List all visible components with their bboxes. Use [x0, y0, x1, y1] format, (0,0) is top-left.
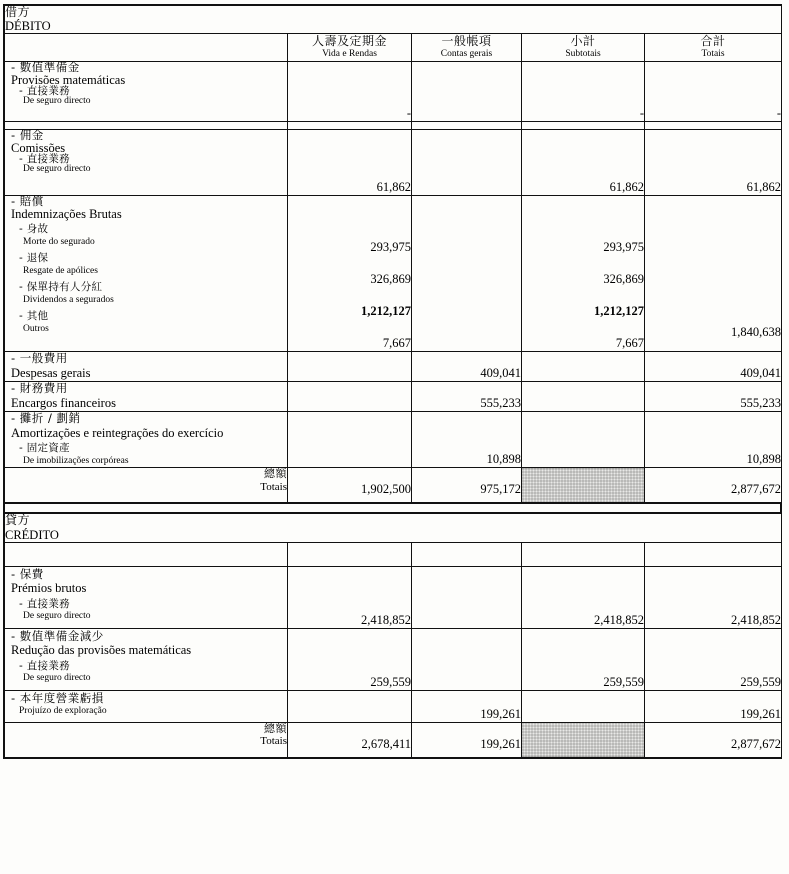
- table-row: [5, 352, 782, 382]
- row-sublabel-cjk: - 其他: [19, 310, 49, 323]
- value-general-text: 555,233: [480, 396, 521, 411]
- value-total: [645, 566, 782, 628]
- value-total-text: 555,233: [740, 396, 782, 411]
- credit-spacer-label: [5, 542, 288, 566]
- totals-general-text: 975,172: [480, 482, 521, 497]
- row-label-cjk: - 本年度營業虧損: [11, 690, 104, 705]
- header-col-general-cjk: 一般帳項: [441, 34, 492, 49]
- row-sublabel-pt: De seguro directo: [23, 611, 91, 622]
- row-sublabel-cjk: - 保單持有人分紅: [19, 281, 103, 294]
- value-general-text: 10,898: [486, 452, 521, 467]
- value-subtotal-text: 1,212,127: [594, 304, 644, 319]
- header-col-life-cjk: 人壽及定期金: [311, 34, 387, 49]
- value-subtotal-text: 2,418,852: [594, 612, 644, 627]
- credit-spacer-subtotal: [522, 542, 645, 566]
- row-label-cell: [5, 382, 288, 412]
- value-subtotal: [522, 196, 645, 352]
- totals-life-text: 2,678,411: [361, 736, 411, 751]
- row-label-pt: Provisões matemáticas: [11, 72, 126, 87]
- value-total-text: 61,862: [746, 180, 782, 195]
- totals-life: [288, 722, 412, 757]
- value-life: [288, 196, 412, 352]
- debit-heading-pt: DÉBITO: [5, 19, 51, 34]
- header-col-general: [412, 34, 522, 62]
- row-label-cjk: - 佣金: [11, 128, 44, 143]
- row-label-cell: [5, 130, 288, 196]
- table-row: [5, 690, 782, 722]
- table-row: [5, 566, 782, 628]
- row-label-cell: [5, 62, 288, 122]
- credit-table: [4, 513, 782, 757]
- value-total: [645, 196, 782, 352]
- value-subtotal-text: -: [639, 106, 644, 121]
- value-total: [645, 412, 782, 468]
- value-general: [412, 566, 522, 628]
- row-label-cjk: - 攤折 / 劃銷: [11, 411, 81, 426]
- value-total-text: 2,418,852: [731, 612, 782, 627]
- value-total-text: 10,898: [746, 452, 782, 467]
- row-sublabel-cjk: - 直接業務: [19, 597, 70, 610]
- value-total-text: 199,261: [740, 706, 782, 721]
- totals-total: [645, 722, 782, 757]
- row-label-cell: [5, 690, 288, 722]
- financial-statement-sheet: [3, 4, 782, 759]
- row-label-cjk: - 財務費用: [11, 381, 68, 396]
- row-sublabel-cjk: - 身故: [19, 223, 49, 236]
- value-life-text: 293,975: [370, 240, 411, 255]
- value-life-text: 1,212,127: [361, 304, 411, 319]
- row-sublabel-cjk: - 直接業務: [19, 85, 70, 98]
- value-general: [412, 62, 522, 122]
- value-total-text: -: [776, 106, 782, 121]
- row-label-cjk: - 一般費用: [11, 351, 68, 366]
- value-subtotal-text: 7,667: [615, 336, 644, 351]
- row-label-pt: Amortizações e reintegrações do exercício: [11, 425, 224, 440]
- row-sublabel-pt: De seguro directo: [23, 673, 91, 684]
- row-label-cell: [5, 412, 288, 468]
- header-col-total-cjk: 合計: [700, 34, 726, 49]
- row-separator: [5, 122, 782, 130]
- table-row: [5, 62, 782, 122]
- credit-spacer-general: [412, 542, 522, 566]
- totals-total-text: 2,877,672: [731, 736, 782, 751]
- value-life-text: 259,559: [370, 674, 411, 689]
- row-label-cjk: - 保費: [11, 566, 44, 581]
- debit-section-heading: [5, 6, 782, 34]
- header-col-general-pt: Contas gerais: [440, 49, 493, 60]
- value-subtotal: [522, 62, 645, 122]
- table-row: [5, 628, 782, 690]
- credit-section-heading-row: [5, 514, 782, 542]
- value-life: [288, 690, 412, 722]
- credit-spacer-life: [288, 542, 412, 566]
- value-life: [288, 382, 412, 412]
- table-row: [5, 130, 782, 196]
- value-subtotal: [522, 566, 645, 628]
- value-subtotal-text: 326,869: [603, 272, 644, 287]
- debit-table: [4, 5, 782, 503]
- value-general: [412, 382, 522, 412]
- value-life: [288, 412, 412, 468]
- row-label-pt: Redução das provisões matemáticas: [11, 643, 192, 658]
- value-general: [412, 352, 522, 382]
- value-life: [288, 566, 412, 628]
- row-label-pt: Despesas gerais: [11, 365, 91, 380]
- value-total: [645, 352, 782, 382]
- totals-life: [288, 468, 412, 503]
- value-subtotal: [522, 130, 645, 196]
- value-total: [645, 382, 782, 412]
- debit-section-heading-row: [5, 6, 782, 34]
- value-life: [288, 352, 412, 382]
- row-label-cell: [5, 196, 288, 352]
- totals-label-pt: Totais: [260, 735, 287, 748]
- value-subtotal: [522, 690, 645, 722]
- value-total: [645, 690, 782, 722]
- value-life: [288, 62, 412, 122]
- value-life-text: 61,862: [376, 180, 411, 195]
- value-subtotal-text: 61,862: [609, 180, 644, 195]
- value-total-text: 1,840,638: [731, 325, 782, 340]
- row-sublabel-pt: Dividendos a segurados: [23, 294, 114, 305]
- row-label-pt: Comissões: [11, 140, 66, 155]
- value-general: [412, 412, 522, 468]
- totals-label-cell: [5, 468, 288, 503]
- row-sublabel-pt: De seguro directo: [23, 95, 91, 106]
- totals-total-text: 2,877,672: [731, 482, 782, 497]
- value-general-text: 409,041: [480, 366, 521, 381]
- value-total-text: 409,041: [740, 366, 782, 381]
- row-label-cell: [5, 352, 288, 382]
- totals-general: [412, 722, 522, 757]
- totals-total: [645, 468, 782, 503]
- credit-section-heading: [5, 514, 782, 542]
- totals-general-text: 199,261: [480, 736, 521, 751]
- totals-label-cell: [5, 722, 288, 757]
- header-col-total: [645, 34, 782, 62]
- header-col-life-pt: Vida e Rendas: [322, 49, 377, 60]
- totals-label-cjk: 總額: [264, 721, 287, 735]
- table-row: [5, 196, 782, 352]
- value-life-text: -: [406, 106, 411, 121]
- row-sublabel-pt: De imobilizações corpóreas: [23, 455, 129, 466]
- row-sublabel-pt: Resgate de apólices: [23, 265, 98, 276]
- totals-label-cjk: 總額: [264, 467, 287, 481]
- row-label-cell: [5, 628, 288, 690]
- value-life-text: 326,869: [370, 272, 411, 287]
- row-label-cell: [5, 566, 288, 628]
- value-total: [645, 628, 782, 690]
- value-total: [645, 62, 782, 122]
- row-sublabel-cjk: - 直接業務: [19, 659, 70, 672]
- header-col-life: [288, 34, 412, 62]
- section-separator: [4, 503, 781, 513]
- table-row: [5, 382, 782, 412]
- value-total: [645, 130, 782, 196]
- table-row: [5, 412, 782, 468]
- row-label-pt: Projuízo de exploração: [19, 706, 107, 717]
- credit-spacer-total: [645, 542, 782, 566]
- row-label-cjk: - 數值準備金減少: [11, 628, 104, 643]
- credit-spacer-row: [5, 542, 782, 566]
- value-life-text: 7,667: [382, 336, 411, 351]
- value-life: [288, 628, 412, 690]
- value-subtotal-text: 259,559: [603, 674, 644, 689]
- totals-subtotal-blocked: [522, 468, 645, 503]
- row-sublabel-cjk: - 直接業務: [19, 153, 70, 166]
- row-label-pt: Indemnizações Brutas: [11, 206, 122, 221]
- header-col-subtotal-pt: Subtotais: [565, 49, 601, 60]
- row-label-pt: Prémios brutos: [11, 581, 87, 596]
- credit-totals-row: [5, 722, 782, 757]
- value-general: [412, 130, 522, 196]
- header-col-total-pt: Totais: [701, 49, 725, 60]
- value-subtotal: [522, 628, 645, 690]
- row-label-cjk: - 賠償: [11, 194, 44, 209]
- value-subtotal-text: 293,975: [603, 240, 644, 255]
- row-sublabel-pt: Morte do segurado: [23, 236, 95, 247]
- value-general: [412, 690, 522, 722]
- value-total-text: 259,559: [740, 674, 782, 689]
- value-general-text: 199,261: [480, 706, 521, 721]
- header-col-subtotal-cjk: 小計: [570, 34, 596, 49]
- totals-life-text: 1,902,500: [361, 482, 411, 497]
- value-general: [412, 628, 522, 690]
- totals-subtotal-blocked: [522, 722, 645, 757]
- totals-general: [412, 468, 522, 503]
- value-subtotal: [522, 352, 645, 382]
- row-sublabel-cjk: - 固定資產: [19, 442, 70, 455]
- header-col-subtotal: [522, 34, 645, 62]
- debit-column-header-row: [5, 34, 782, 62]
- row-sublabel-pt: De seguro directo: [23, 163, 91, 174]
- value-life: [288, 130, 412, 196]
- value-subtotal: [522, 382, 645, 412]
- row-label-cjk: - 數值準備金: [11, 60, 80, 75]
- totals-label-pt: Totais: [260, 480, 287, 493]
- debit-totals-row: [5, 468, 782, 503]
- debit-heading-cjk: 借方: [5, 5, 31, 19]
- credit-heading-pt: CRÉDITO: [5, 527, 59, 542]
- value-subtotal: [522, 412, 645, 468]
- value-general: [412, 196, 522, 352]
- credit-heading-cjk: 貸方: [5, 513, 31, 528]
- header-blank-cell: [5, 34, 288, 62]
- value-life-text: 2,418,852: [361, 612, 411, 627]
- row-sublabel-cjk: - 退保: [19, 252, 49, 265]
- row-label-pt: Encargos financeiros: [11, 395, 116, 410]
- row-sublabel-pt: Outros: [23, 323, 49, 334]
